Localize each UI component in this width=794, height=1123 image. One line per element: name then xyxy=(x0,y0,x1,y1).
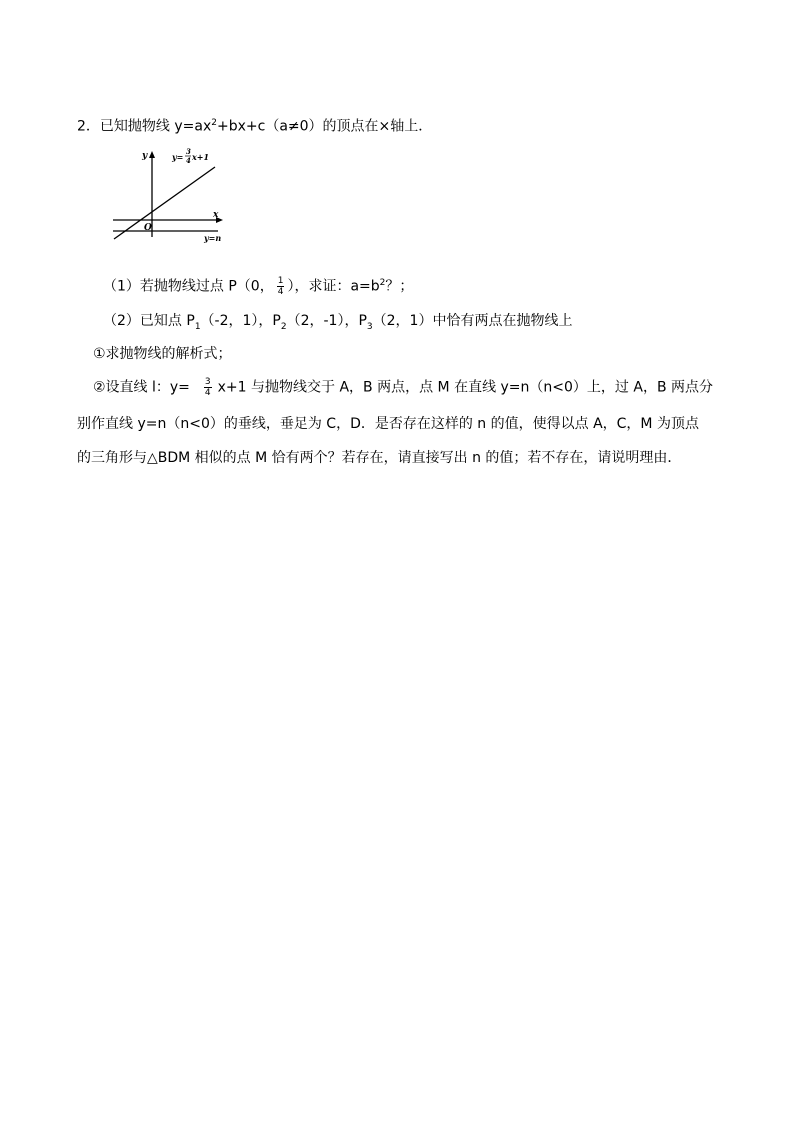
part1 xyxy=(103,273,413,297)
line1-frac-den: 4 xyxy=(186,156,191,165)
p1-subscript: 1 xyxy=(194,321,201,332)
sub2-frac-num: 3 xyxy=(204,377,211,387)
x-axis-label: x xyxy=(213,210,219,220)
line-3-4x-plus-1 xyxy=(114,167,215,239)
part1-text-c: ？； xyxy=(385,278,414,295)
sub2-fraction xyxy=(204,377,212,398)
sub-question-1: ①求抛物线的解析式； xyxy=(93,346,232,362)
problem-stem xyxy=(77,113,432,137)
part2-text-b: （-2，1），P xyxy=(200,313,281,329)
part2 xyxy=(103,311,572,337)
sub2-text-a: ②设直线 l：y= xyxy=(93,379,190,396)
line2-label: y=n xyxy=(204,233,222,243)
coordinate-figure xyxy=(110,145,230,245)
stem-superscript: 2 xyxy=(211,118,217,128)
line1-frac-num: 3 xyxy=(186,147,191,156)
p3-subscript: 3 xyxy=(366,321,373,332)
part1-frac-num: 1 xyxy=(277,276,284,287)
part1-frac-den: 4 xyxy=(277,287,284,298)
stem-text-b: +bx+c（a≠0）的顶点在×轴上． xyxy=(217,118,433,135)
part2-text-d: （2，1）中恰有两点在抛物线上 xyxy=(372,313,573,329)
y-axis-arrow xyxy=(149,151,155,158)
line1-tail: x+1 xyxy=(192,152,210,162)
stem-text-a: 已知抛物线 y=ax xyxy=(99,118,212,135)
part1-text-a: （1）若抛物线过点 P（0， xyxy=(103,278,274,295)
part1-superscript: 2 xyxy=(379,278,386,288)
continuation-line-2: 的三角形与△BDM 相似的点 M 恰有两个？若存在，请直接写出 n 的值；若不存在，请说明理由． xyxy=(77,450,682,466)
part1-text-b: ），求证：a=b xyxy=(287,278,380,295)
p2-subscript: 2 xyxy=(280,321,287,332)
problem-number: 2． xyxy=(77,118,100,135)
part2-text-c: （2，-1），P xyxy=(286,313,367,329)
continuation-line-1: 别作直线 y=n（n<0）的垂线，垂足为 C，D．是否存在这样的 n 的值，使得以点 A，C，M 为顶点 xyxy=(77,416,699,432)
origin-label: O xyxy=(144,223,152,233)
line1-label: y= xyxy=(172,152,184,162)
sub2-frac-den: 4 xyxy=(204,388,211,398)
sub2-text-b: x+1 与抛物线交于 A，B 两点，点 M 在直线 y=n（n<0）上，过 A，B 两点分 xyxy=(217,379,714,396)
part1-fraction xyxy=(277,276,285,297)
sub-question-2 xyxy=(93,377,713,398)
part2-text-a: （2）已知点 P xyxy=(103,313,195,329)
y-axis-label: y xyxy=(142,151,148,161)
